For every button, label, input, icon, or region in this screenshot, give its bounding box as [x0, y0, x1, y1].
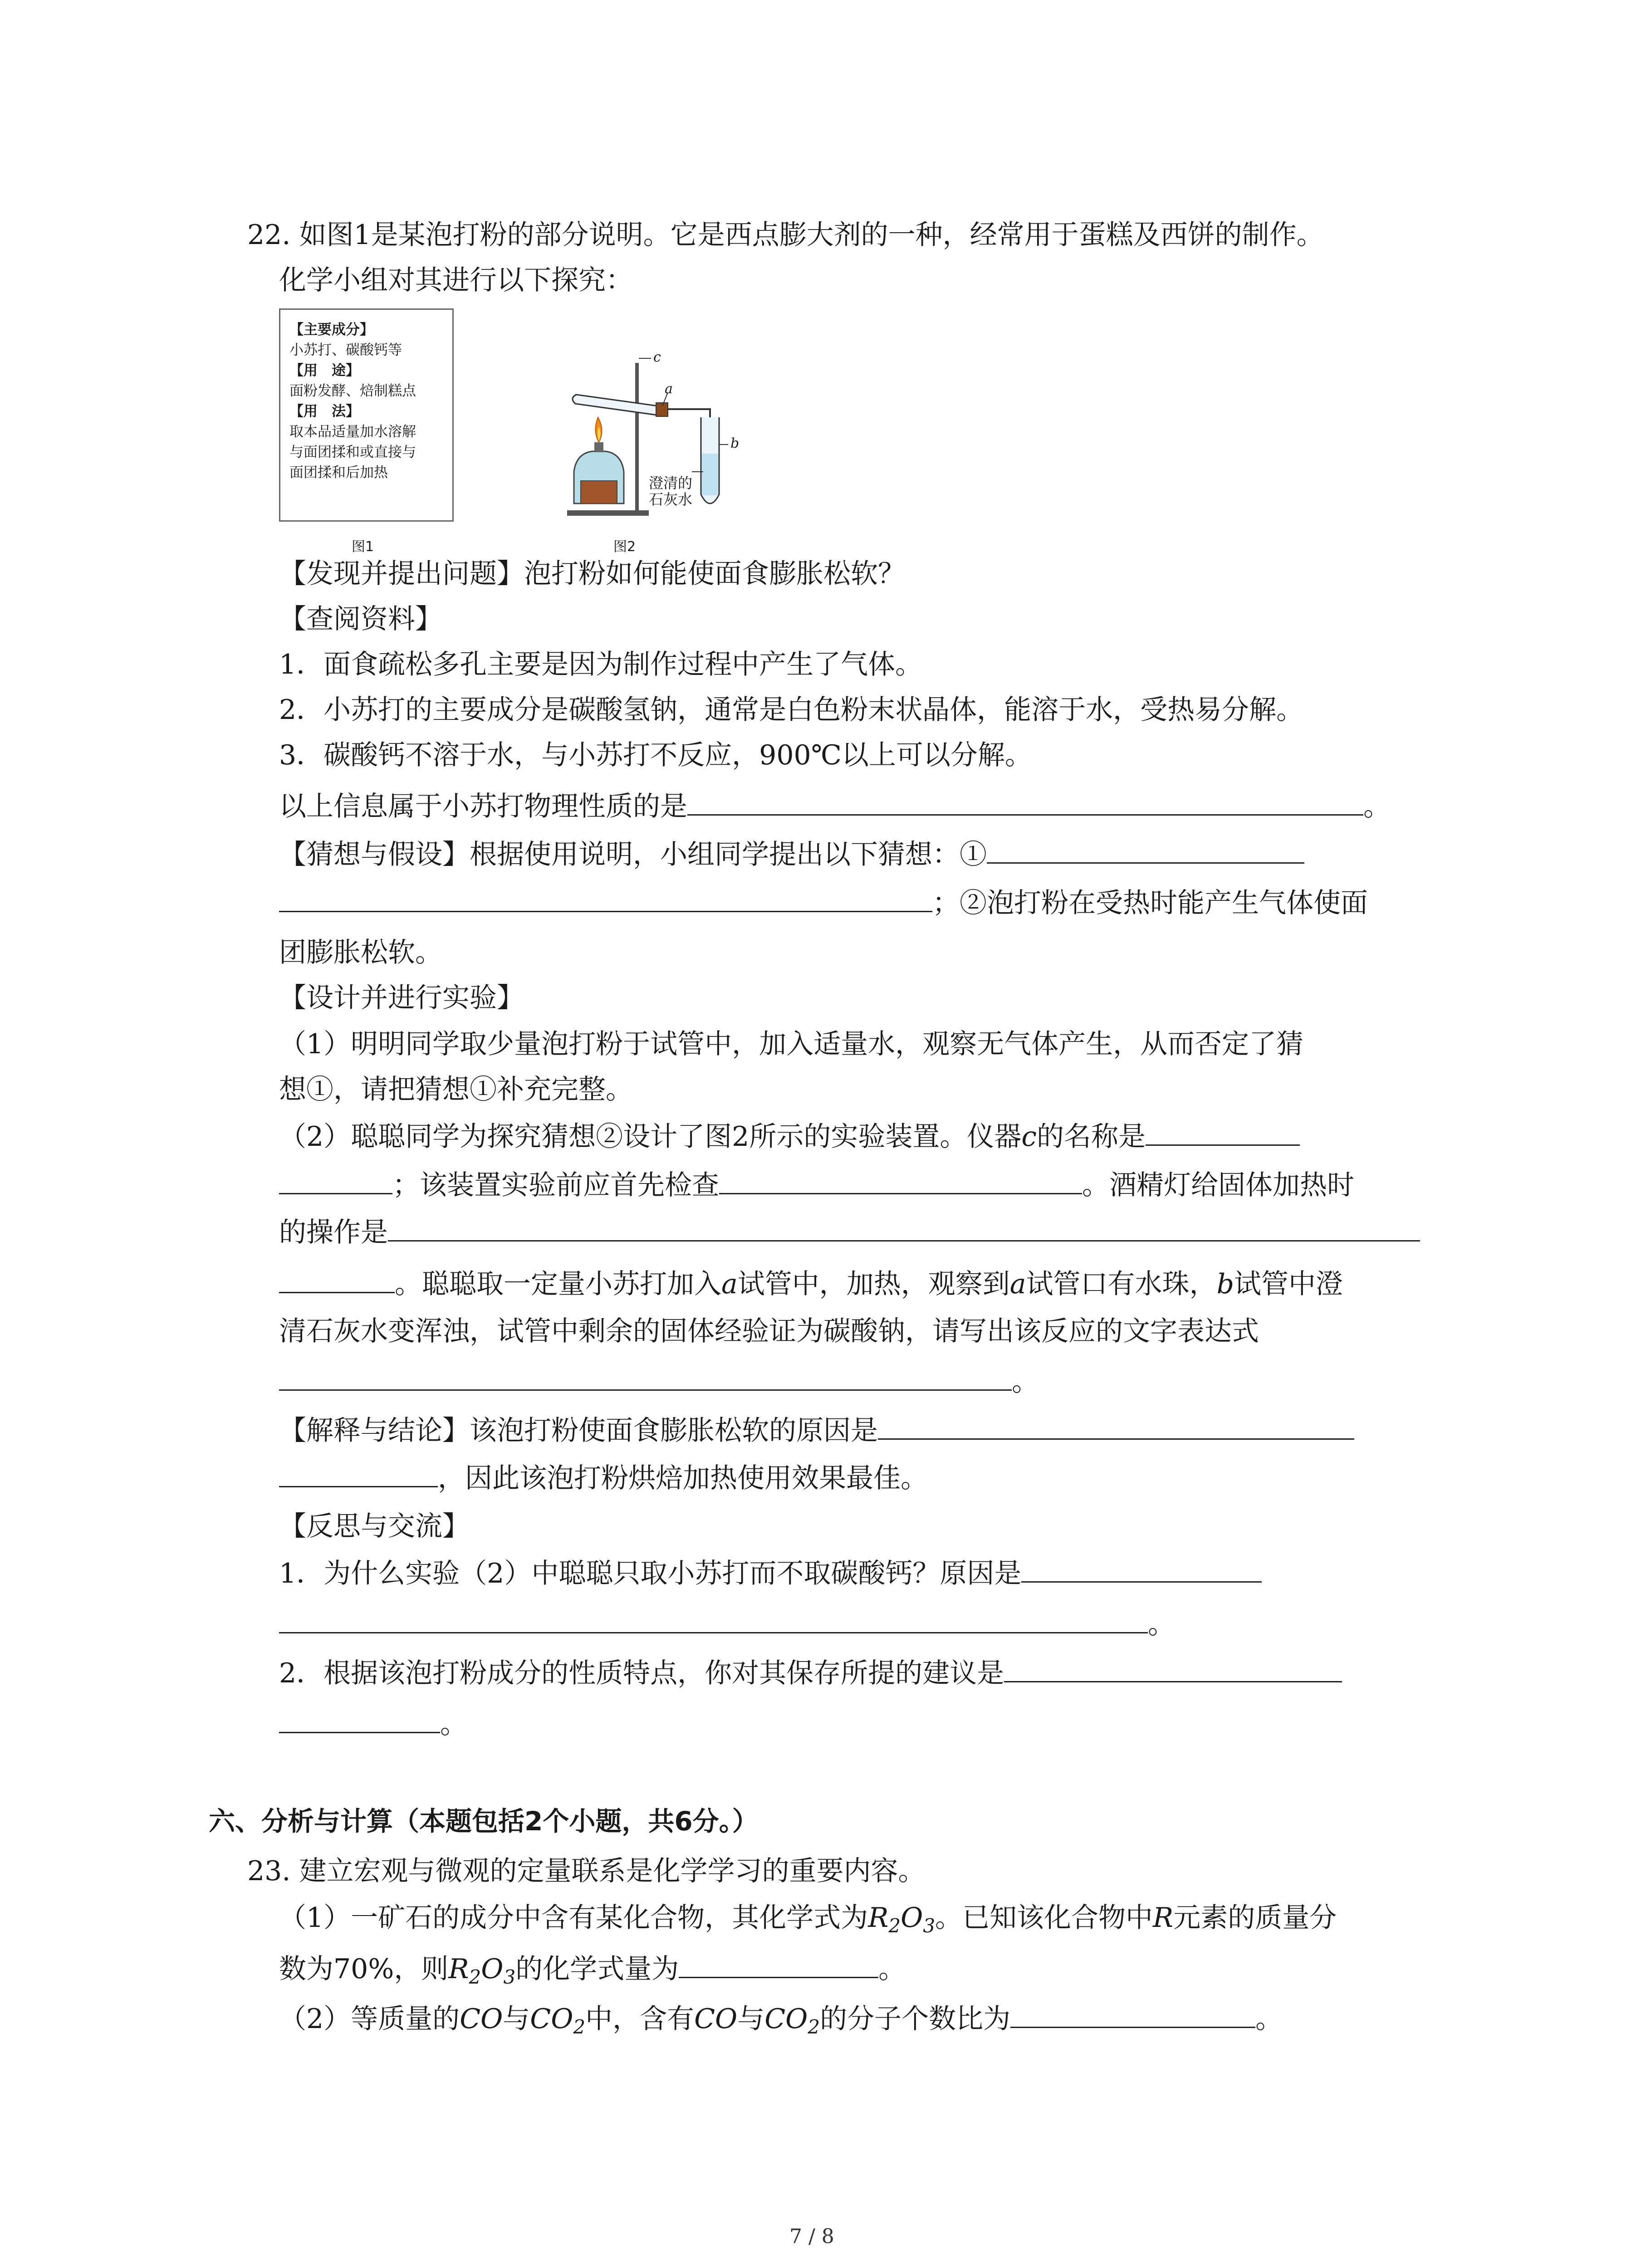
section-6-heading: 六、分析与计算（本题包括2个小题，共6分。）	[209, 1806, 759, 1837]
answer-blank-reflect-2b[interactable]	[279, 1706, 440, 1733]
fig1-title-ingredients: 【主要成分】	[289, 322, 374, 338]
answer-blank-reason-a[interactable]	[878, 1412, 1354, 1440]
experiment-2-line2	[279, 1167, 1354, 1203]
answer-blank-physical[interactable]	[687, 788, 1363, 816]
experiment-2-text-b: 的名称是	[1036, 1121, 1146, 1153]
fig1-method-1: 取本品适量加水溶解	[289, 424, 416, 440]
hypothesis-2-text: ；②泡打粉在受热时能产生气体使面	[932, 887, 1368, 919]
formula-CO2-sub-2: 2	[808, 2016, 820, 2038]
experiment-2-text-e: 的操作是	[279, 1217, 388, 1248]
reflect-2-text: 2．根据该泡打粉成分的性质特点，你对其保存所提的建议是	[279, 1657, 1004, 1689]
q23-part2-and: 与	[503, 2003, 530, 2035]
fig2-limewater-line2: 石灰水	[649, 491, 693, 508]
reflect-1-text: 1．为什么实验（2）中聪聪只取小苏打而不取碳酸钙？原因是	[279, 1558, 1022, 1589]
experiment-2-text-c: ；该装置实验前应首先检查	[392, 1169, 719, 1201]
formula-CO2-base: CO	[530, 2003, 573, 2035]
fig2-limewater-line1: 澄清的	[649, 474, 693, 492]
q23-part2-text-c: 的分子个数比为	[820, 2003, 1011, 2035]
q23-part1-text-b: 。已知该化合物中	[935, 1902, 1153, 1934]
fig1-title-method: 【用 法】	[289, 403, 360, 420]
hypothesis-line1	[279, 836, 1304, 873]
answer-blank-reflect-2a[interactable]	[1004, 1655, 1342, 1682]
formula-R-3: R	[448, 1953, 469, 1985]
experiment-2-line3	[279, 1214, 1420, 1251]
experiment-2-text-g: 试管中，加热，观察到	[737, 1268, 1010, 1300]
explain-text-2: ，因此该泡打粉烘焙加热使用效果最佳。	[438, 1462, 928, 1494]
explain-text: 【解释与结论】该泡打粉使面食膨胀松软的原因是	[279, 1415, 878, 1447]
explain-line1	[279, 1412, 1354, 1449]
period-2: 。	[1012, 1366, 1039, 1398]
answer-blank-ratio[interactable]	[1010, 2000, 1255, 2028]
answer-blank-check[interactable]	[719, 1167, 1082, 1194]
q23-part1-text-d: 数为70%，则	[279, 1953, 449, 1985]
fig1-method-3: 面团揉和后加热	[289, 464, 388, 481]
answer-blank-operation-b[interactable]	[279, 1266, 395, 1293]
info-3: 3．碳酸钙不溶于水，与小苏打不反应，900℃以上可以分解。	[279, 739, 1032, 771]
answer-blank-hypothesis-1b[interactable]	[279, 885, 932, 912]
design-heading: 【设计并进行实验】	[279, 982, 524, 1014]
experiment-2-text-f: 。聪聪取一定量小苏打加入	[395, 1268, 721, 1300]
q23-line1: 23. 建立宏观与微观的定量联系是化学学习的重要内容。	[247, 1855, 926, 1887]
experiment-1-line2: 想①，请把猜想①补充完整。	[279, 1074, 633, 1105]
experiment-2-line4	[279, 1266, 1343, 1302]
fig1-ingredients: 小苏打、碳酸钙等	[289, 342, 402, 358]
period-3: 。	[1148, 1608, 1175, 1640]
q23-part1-line2	[279, 1950, 906, 1995]
q23-part1-line1	[279, 1900, 1337, 1944]
period-5: 。	[878, 1953, 906, 1985]
formula-CO2-base-2: CO	[764, 2003, 808, 2035]
period: 。	[1363, 791, 1391, 822]
formula-O: O	[901, 1902, 923, 1934]
q23-part1-text-c: 元素的质量分	[1173, 1902, 1337, 1934]
answer-blank-formula-weight[interactable]	[679, 1950, 878, 1978]
hypothesis-line2	[279, 885, 1368, 921]
fig1-instruction-box	[279, 308, 454, 522]
discover-heading: 【发现并提出问题】泡打粉如何能使面食膨胀松软？	[279, 558, 905, 590]
formula-sub-2b: 2	[469, 1966, 481, 1988]
page-number: 7 / 8	[789, 2225, 834, 2248]
answer-blank-hypothesis-1a[interactable]	[987, 836, 1304, 864]
formula-O-2: O	[481, 1953, 504, 1985]
hypothesis-line3: 团膨胀松软。	[279, 937, 442, 968]
reflect-1-line2	[279, 1606, 1175, 1642]
answer-blank-instrument-a[interactable]	[1146, 1118, 1300, 1146]
q23-part2-text-b: 中，含有	[585, 2003, 695, 2035]
formula-sub-2: 2	[888, 1915, 901, 1937]
fig2-label-c: c	[653, 349, 661, 365]
q23-part2-text-a: （2）等质量的	[279, 2003, 460, 2035]
physical-property-text: 以上信息属于小苏打物理性质的是	[279, 791, 687, 822]
q22-line2: 化学小组对其进行以下探究：	[279, 264, 633, 296]
formula-R: R	[868, 1902, 889, 1934]
explain-line2	[279, 1460, 928, 1496]
formula-CO: CO	[460, 2003, 503, 2035]
fig1-use: 面粉发酵、焙制糕点	[289, 383, 416, 399]
experiment-2-text-h: 试管口有水珠，	[1026, 1268, 1217, 1300]
info-2: 2．小苏打的主要成分是碳酸氢钠，通常是白色粉末状晶体，能溶于水，受热易分解。	[279, 694, 1304, 726]
answer-blank-equation[interactable]	[279, 1363, 1012, 1391]
experiment-2-line6	[279, 1363, 1039, 1400]
fig1-caption: 图1	[352, 539, 374, 555]
fig1-method-2: 与面团揉和或直接与	[289, 444, 416, 460]
var-c: c	[1021, 1121, 1037, 1153]
formula-CO2-sub: 2	[573, 2016, 586, 2038]
experiment-2-text-i: 试管中澄	[1234, 1268, 1343, 1300]
q23-part2-and-2: 与	[737, 2003, 765, 2035]
reflect-heading: 【反思与交流】	[279, 1510, 470, 1542]
answer-blank-reflect-1a[interactable]	[1021, 1555, 1262, 1583]
hypothesis-text: 【猜想与假设】根据使用说明，小组同学提出以下猜想：①	[279, 839, 987, 870]
experiment-2-line5: 清石灰水变浑浊，试管中剩余的固体经验证为碳酸钠，请写出该反应的文字表达式	[279, 1315, 1259, 1347]
answer-blank-reason-b[interactable]	[279, 1460, 438, 1487]
answer-blank-operation-a[interactable]	[388, 1214, 1420, 1242]
physical-property-question	[279, 788, 1391, 825]
period-4: 。	[440, 1708, 467, 1740]
formula-R-2: R	[1153, 1902, 1174, 1934]
q23-part1-text-a: （1）一矿石的成分中含有某化合物，其化学式为	[279, 1902, 868, 1934]
q23-part2-line	[279, 2000, 1283, 2045]
fig1-title-use: 【用 途】	[289, 362, 360, 379]
fig2-caption: 图2	[613, 539, 636, 555]
experiment-2-line1	[279, 1118, 1300, 1155]
fig2-label-b: b	[730, 435, 740, 451]
reflect-2-line1	[279, 1655, 1342, 1691]
formula-sub-3: 3	[923, 1915, 936, 1937]
reflect-2-line2	[279, 1706, 467, 1742]
experiment-2-text-d: 。酒精灯给固体加热时	[1082, 1169, 1354, 1201]
answer-blank-reflect-1b[interactable]	[279, 1606, 1148, 1633]
q22-line1: 22. 如图1是某泡打粉的部分说明。它是西点膨大剂的一种，经常用于蛋糕及西饼的制作。	[247, 219, 1324, 251]
var-a: a	[721, 1268, 738, 1300]
experiment-1-line1: （1）明明同学取少量泡打粉于试管中，加入适量水，观察无气体产生，从而否定了猜	[279, 1028, 1304, 1060]
var-b: b	[1216, 1268, 1234, 1300]
var-a-2: a	[1009, 1268, 1026, 1300]
answer-blank-instrument-b[interactable]	[279, 1167, 392, 1194]
info-1: 1．面食疏松多孔主要是因为制作过程中产生了气体。	[279, 649, 923, 680]
period-6: 。	[1255, 2003, 1283, 2035]
q23-part1-text-e: 的化学式量为	[515, 1953, 679, 1985]
formula-CO-2: CO	[694, 2003, 738, 2035]
consult-heading: 【查阅资料】	[279, 603, 442, 635]
formula-sub-3b: 3	[503, 1966, 516, 1988]
fig2-apparatus	[549, 349, 744, 522]
experiment-2-text-a: （2）聪聪同学为探究猜想②设计了图2所示的实验装置。仪器	[279, 1121, 1022, 1153]
reflect-1-line1	[279, 1555, 1262, 1592]
fig2-label-a: a	[665, 381, 673, 397]
